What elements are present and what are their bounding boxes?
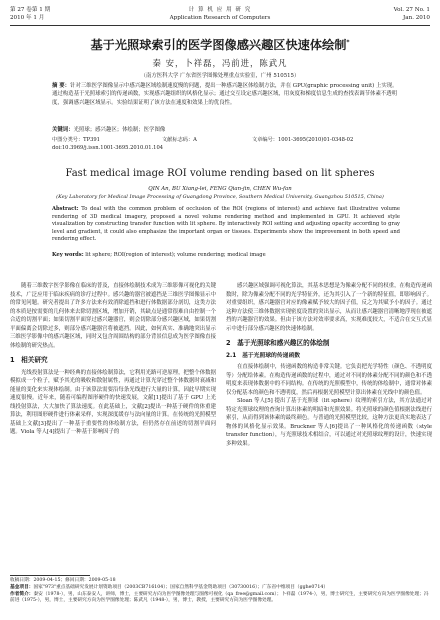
keywords-en-label: Key words: <box>52 252 84 258</box>
body-right-column <box>226 282 432 448</box>
abstract-cn-label: 摘 要： <box>52 83 71 89</box>
keywords-en <box>52 252 400 260</box>
abstract-cn-text: 针对三维医学图像显示中感兴趣区域绘制速度慢的问题，提出一种感兴趣区体绘制方法，并在 GPU(graphic processing unit) 上实现。通过构造基于光照球索引的传递函数，实现感兴趣组织的风格化显示；通过交互设定感兴趣区域，用灰度和梯度信息生成的查找表调节体素不透明度，强调感兴趣区域显示。实验结果证明了该方法在速度和效果上的优良性。 <box>52 83 398 106</box>
bio-label: 作者简介： <box>10 591 34 597</box>
header-volume-en <box>394 6 430 22</box>
title-cn-text: 基于光照球索引的医学图像感兴趣区快速体绘制 <box>90 38 347 52</box>
header-rule <box>10 25 430 26</box>
header-volume-issue: 第 27 卷第 1 期 <box>10 7 51 13</box>
authors-cn: 秦 安，卜祥磊，冯前进，陈武凡 <box>152 58 288 68</box>
classification-line <box>52 136 400 144</box>
footnote <box>10 578 430 605</box>
keywords-en-text: lit sphere; ROI(region of interest); volume rendering; medical image <box>85 252 266 258</box>
header-date-cn: 2010 年 1 月 <box>10 15 45 21</box>
doc-code: 文献标志码：A <box>162 137 197 143</box>
section-2-1-paragraph-2: Sloan 等人[5] 提出了基于光照球（lit sphere）纹理的索引方法，其方法通过对特定光照球纹理的查询计算出体素的明暗和光照效果。将光照球的颜色值根据法线进行索引，从而得到该体素的最终颜色。与普通的光照模型比较，这种方法更真实地表达了物体的风格化显示效果。Bruckner 等人[6]提出了一种风格化的传递函数（style transfer function），与光照球技术相结合，可以通过对光照球纹理的设计，快速实现多种效果。 <box>226 398 432 447</box>
footnote-rule <box>10 575 90 576</box>
article-number: 文章编号：1001-3695(2010)01-0348-02 <box>252 137 354 143</box>
abstract-cn <box>52 82 400 107</box>
affiliation-cn: （南方医科大学 广东省医学图像处理重点实验室，广州 510515） <box>140 73 300 79</box>
section-2-heading: 2 基于光照球和感兴趣区的体绘制 <box>226 339 330 347</box>
right-column-paragraph-1: 感兴趣区域强调可视化算法，其基本思想是为像素分配不同的权重，在构造传递函数时，除为像素分配不同的光学特征外，还为其引入了一个新的特征值，即影响因子。对重要组织，感兴趣器官对应的像素赋予较大的因子值，反之为其赋予小的因子。通过这种方法使三维体数据实现密度设置的突出显示，从而让感兴趣器官清晰地浮现在被遮挡的兴趣器官的效果。但由于该方法对效率要求高，实现难度较大，不适合在交互式显示中进行部分感兴趣区的快速体绘制。 <box>226 283 432 332</box>
section-1-heading: 1 相关研究 <box>10 356 48 364</box>
fund-label: 基金项目： <box>10 584 34 590</box>
intro-paragraph: 随着三维数字医学影像在临床的普及，直接体绘制技术成为三维影像可视化的关键技术，广泛应用于临床疾病的诊疗过程中。感兴趣的器官被遮挡是三维医学图像显示中的常见问题。研究者提出了许多方法来有效消除遮挡和进行体数据部分剖切，这类方法的本质是按需要的几何体来去除切割区域，增加开销，其缺点是通常很难自由控制一个合适的切割平面；如果切割平面穿过感兴趣器官，则会切除部分感兴趣区域，如果切割平面偏离会切除过多，则部分感兴趣器官将被遮挡。因此，如何真实、准确地突出显示三维医学影像中的感兴趣区域，同时又包含周围结构的部分背景信息成为医学图像直接体绘制的研究热点。 <box>10 283 216 349</box>
header-journal <box>10 6 430 22</box>
affiliation-en: (Key Laboratory for Medical Image Processing of Guangdong Province, Southern Medical University, Guangzhou 510515, China) <box>56 194 384 200</box>
clc-number: 中图分类号：TP391 <box>52 137 100 143</box>
paper-title-cn <box>0 36 440 53</box>
footnote-bio <box>10 592 430 606</box>
journal-name-cn: 计 算 机 应 用 研 究 <box>188 7 252 13</box>
footnote-fund <box>10 585 430 592</box>
keywords-cn-label: 关键词： <box>52 127 74 133</box>
keywords-cn <box>52 126 400 134</box>
paper-title-en: Fast medical image ROI volume rending based on lit spheres <box>65 168 375 179</box>
body-left-column <box>10 282 216 437</box>
abstract-en-label: Abstract: <box>52 206 79 212</box>
doi-line: doi:10.3969/j.issn.1001-3695.2010.01.104 <box>52 145 164 151</box>
authors-en: QIN An, BU Xiang-lei, FENG Qian-jin, CHEN Wu-fan <box>148 186 292 192</box>
section-1-paragraph: 光线投射算法是一种经典的直接体绘制算法，它利用光路可逆原理，把整个体数据模拟成一个粒子，赋予其光的吸收和散射属性，再通过计算光穿过整个体数据时衰减和能量的变化来实现体绘制。由于该算法需要沿每条光线进行大量的计算，因此早期实现速度很慢。近年来，随着可编程图形硬件的快速发展，文献[1]提出了基于 GPU 上光线投射算法，大大加快了算法速度。在此基础上，文献[2]提出一种基于硬件的体重建算法，利用图形硬件进行体素采样，实现深度缓存与法向量的计算。在传统的光照模型基础上文献[3]提出了一种基于重要性的体绘制方法，但仍然存在前述的切割平面问题。Viola 等人[4]提出了一种基于影响因子的 <box>10 369 216 435</box>
keywords-cn-text: 光照球；感兴趣区；体绘制；医学图像 <box>73 127 166 133</box>
fund-text: 国家"973"重点基础研究发展计划资助项目（2003CB716104）；国家自然科学基金资助项目（30730016）；广东省中维项目（gghe0714） <box>33 584 329 590</box>
header-date-en: Jan. 2010 <box>403 15 430 21</box>
journal-name-en: Application Research of Computers <box>169 15 271 21</box>
footnote-received: 收稿日期：2009-04-15；修回日期：2009-05-18 <box>10 578 116 583</box>
bio-text: 秦安（1978-），男，山东泰安人，讲师，博士，主要研究方向为医学图像处理与图像可视化（qa_free@gmail.com）；卜祥磊（1974-），男，博士研究生，主要研究方向为医学图像处理；冯前进（1975-），男，博士，主要研究方向为医学图像处理；陈武凡（1948-），男，博士，教授，主要研究方向为医学图像处理。 <box>10 591 429 604</box>
abstract-en-text: To deal with the common problem of occlusion of the ROI (regions of interest) and achieve fast illustrative volume rendering of 3D medical imagery, proposed a novel volume rendering method and implemented in GPU. It achieved style visualization by constructing transfer function with lit sphere. By interactively ROI setting and adjusting opacity according to gray level and gradient, it could also emphasize the important organ or tissues. Experiments show the improvement in both speed and rendering effect. <box>52 206 400 243</box>
section-2-1-paragraph-1: 在直接体绘制中，传递函数的构造非常关键。它负责把光学特性（颜色、不透明度等）分配给体素。在构造传递函数的过程中，通过对不同的体素分配不同的颜色和不透明度来表现体数据中的不同结构。在传统的光照模型中，传统的体绘制中，通常对体素仅分配基本的颜色和不透明度，然后再根据光照模型计算出体素在光线中的颜色值。 <box>226 364 432 396</box>
section-2-1-heading: 2.1 基于光照球的传递函数 <box>226 352 301 359</box>
title-footnote-mark: * <box>346 38 350 46</box>
header-vol-no: Vol. 27 No. 1 <box>393 7 430 13</box>
abstract-en <box>52 206 400 244</box>
